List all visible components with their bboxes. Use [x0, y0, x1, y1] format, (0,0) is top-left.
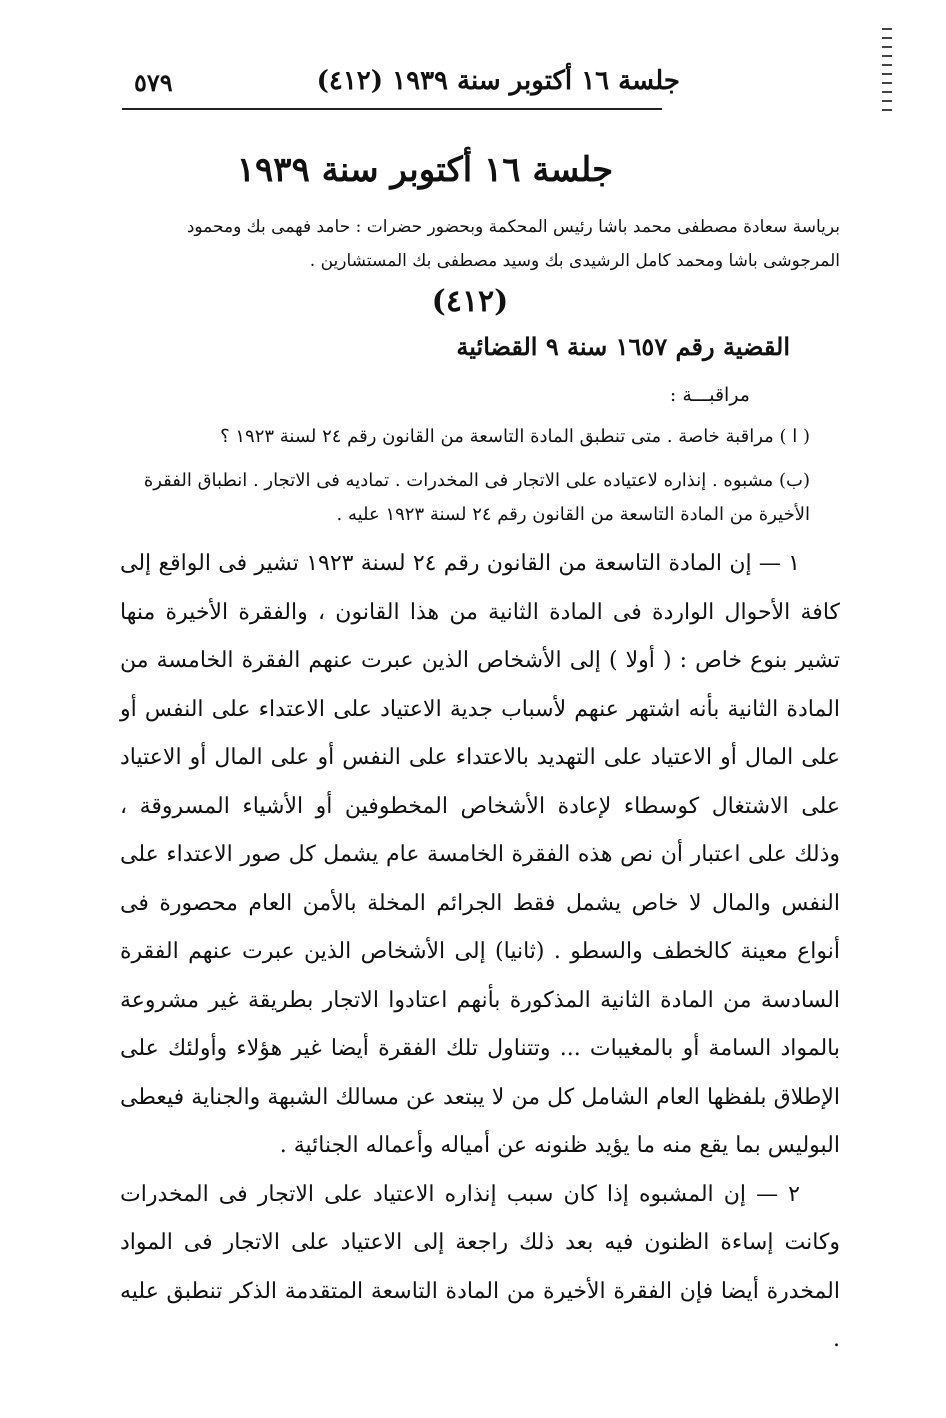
session-title: جلسة ١٦ أكتوبر سنة ١٩٣٩: [236, 150, 614, 190]
judgment-body: [120, 540, 840, 1365]
running-title: جلسة ١٦ أكتوبر سنة ١٩٣٩ (٤١٢): [316, 66, 680, 96]
principle-paragraph-2: ٢ — إن المشبوه إذا كان سبب إنذاره الاعتياد على الاتجار فى المخدرات وكانت إساءة الظنون فيه بعد ذلك راجعة إلى الاعتياد على الاتجار فى المواد المخدرة أيضا فإن الفقرة الأخيرة من المادة التاسعة المتقدمة الذكر تنطبق عليه .: [120, 1181, 840, 1352]
headnote-item-b: (ب) مشبوه . إنذاره لاعتياده على الاتجار فى المخدرات . تماديه فى الاتجار . انطباق الفقرة الأخيرة من المادة التاسعة من القانون رقم ٢٤ لسنة ١٩٢٣ عليه .: [143, 470, 810, 525]
principle-paragraph-1: ١ — إن المادة التاسعة من القانون رقم ٢٤ لسنة ١٩٢٣ تشير فى الواقع إلى كافة الأحوال الواردة فى المادة الثانية من هذا القانون ، والفقرة الأخيرة منها تشير بنوع خاص : ( أولا ) إلى الأشخاص الذين عبرت عنهم الفقرة الخامسة من المادة الثانية بأنه اشتهر عنهم لأسباب جدية الاعتياد على الاعتداء على النفس أو على المال أو الاعتياد على التهديد بالاعتداء على النفس أو على المال أو الاعتياد على الاشتغال كوسطاء لإعادة الأشخاص المخطوفين أو الأشياء المسروقة ، وذلك على اعتبار أن نص هذه الفقرة الخامسة عام يشمل كل صور الاعتداء على النفس والمال لا خاص يشمل فقط الجرائم المخلة بالأمن العام محصورة فى أنواع معينة كالخطف والسطو . (ثانيا) إلى الأشخاص الذين عبرت عنهم الفقرة السادسة من المادة الثانية المذكورة بأنهم اعتادوا الاتجار بطريقة غير مشروعة بالمواد السامة أو بالمغيبات ... وتتناول تلك الفقرة أيضا غير هؤلاء وأولئك على الإطلاق بلفظها العام الشامل كل من لا يبتعد عن مسالك الشبهة والجناية فيعطى البوليس بما يقع منه ما يؤيد ظنونه عن أمياله وأعماله الجنائية .: [120, 551, 840, 1158]
presidency-statement: برياسة سعادة مصطفى محمد باشا رئيس المحكمة وبحضور حضرات : حامد فهمى بك ومحمود المرجوشى باشا ومحمد كامل الرشيدى بك وسيد مصطفى بك المستشارين .: [186, 217, 840, 271]
case-number: (٤١٢): [431, 284, 509, 319]
header-rule: [122, 108, 662, 110]
case-reference: القضية رقم ١٦٥٧ سنة ٩ القضائية: [456, 332, 790, 361]
headnote-item-a: ( ا ) مراقبة خاصة . متى تنطبق المادة التاسعة من القانون رقم ٢٤ لسنة ١٩٢٣ ؟: [220, 426, 810, 447]
running-header: [120, 62, 680, 106]
topic-label: مراقبـــة :: [669, 384, 750, 406]
margin-ruler: [878, 28, 896, 138]
page-number: ٥٧٩: [134, 68, 173, 97]
